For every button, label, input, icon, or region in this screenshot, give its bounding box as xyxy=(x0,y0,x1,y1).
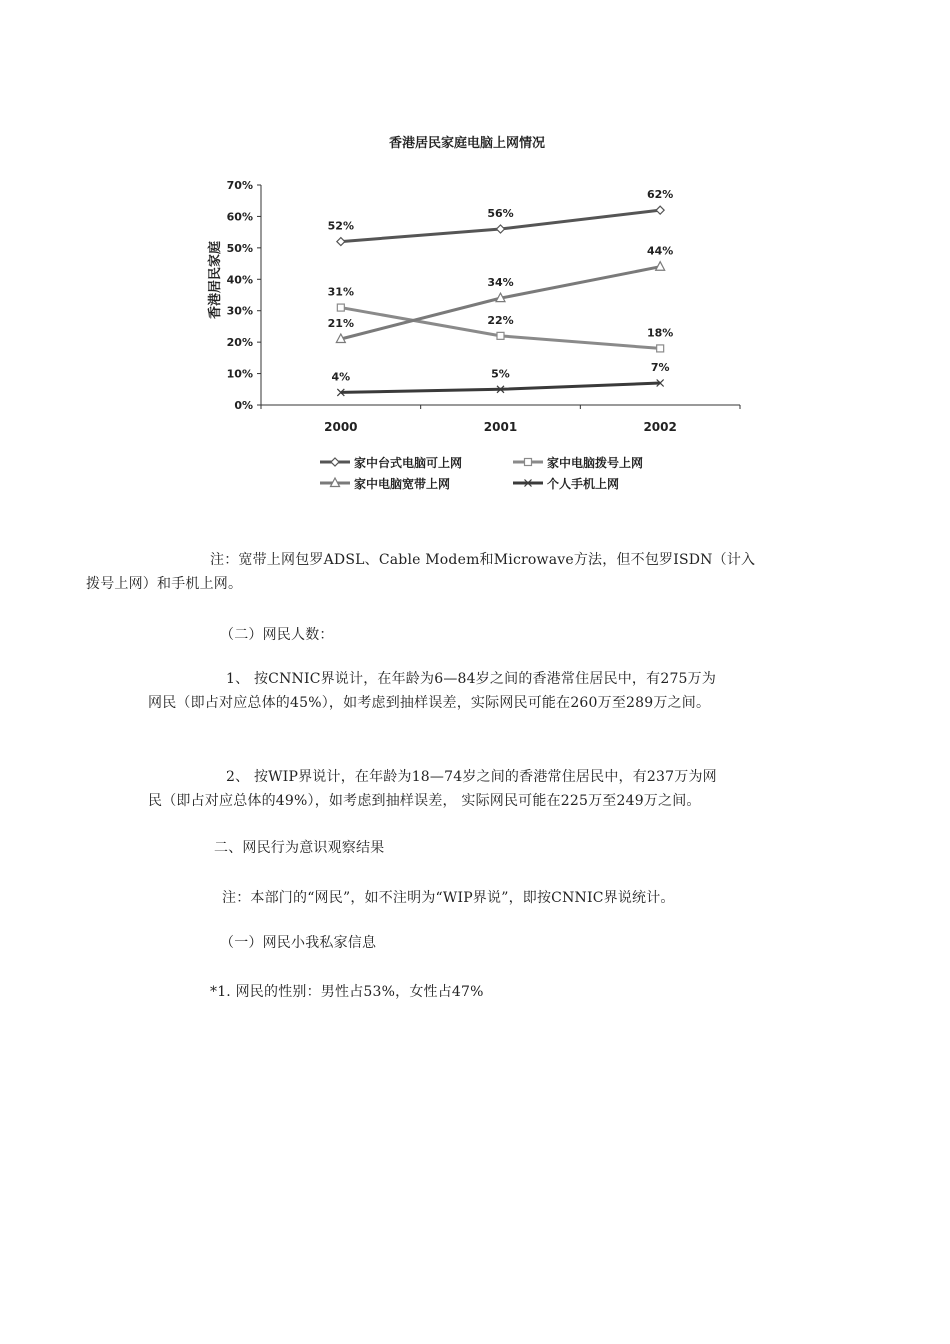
item2-line-1: 2、 按WIP界说计，在年龄为18—74岁之间的香港常住居民中，有237万为网 xyxy=(226,769,717,785)
data-point xyxy=(525,459,532,466)
y-tick-label: 70% xyxy=(226,179,253,192)
data-point xyxy=(331,458,339,466)
plot-area xyxy=(227,179,740,434)
x-tick-label: 2000 xyxy=(324,420,358,434)
data-label: 21% xyxy=(327,317,355,330)
data-label: 62% xyxy=(646,188,674,202)
data-point xyxy=(657,345,664,352)
y-tick-label: 0% xyxy=(234,399,253,412)
item2-line-2: 民（即占对应总体的49%），如考虑到抽样误差， 实际网民可能在225万至249万之间。 xyxy=(148,793,701,809)
note-definition: 注：本部门的“网民”，如不注明为“WIP界说”，即按CNNIC界说统计。 xyxy=(222,890,675,906)
data-point xyxy=(497,332,504,339)
note-line-1: 注：宽带上网包罗ADSL、Cable Modem和Microwave方法，但不包罗ISDN（计入 xyxy=(210,552,756,568)
data-label: 31% xyxy=(327,285,355,299)
y-tick-label: 10% xyxy=(226,367,253,381)
y-tick-label: 20% xyxy=(226,336,253,350)
section-private-info: （一）网民小我私家信息 xyxy=(220,935,377,951)
data-label: 56% xyxy=(487,207,514,220)
data-label: 5% xyxy=(491,367,510,381)
data-label: 34% xyxy=(487,276,514,290)
x-tick-label: 2001 xyxy=(483,420,518,434)
note-line-2: 拨号上网）和手机上网。 xyxy=(86,576,243,592)
line-chart xyxy=(195,125,755,505)
legend-label: 个人手机上网 xyxy=(547,477,620,491)
legend-entry xyxy=(513,455,643,470)
legend-label: 家中电脑宽带上网 xyxy=(354,477,451,491)
data-point xyxy=(337,304,344,311)
data-label: 52% xyxy=(327,219,355,233)
data-point xyxy=(656,206,664,214)
chart-title: 香港居民家庭电脑上网情况 xyxy=(388,136,546,151)
chart-legend xyxy=(320,455,643,491)
data-label: 7% xyxy=(650,361,670,374)
y-tick-label: 60% xyxy=(226,210,253,224)
y-tick-label: 30% xyxy=(226,304,253,318)
legend-entry xyxy=(513,476,619,491)
data-label: 4% xyxy=(331,370,351,384)
legend-label: 家中台式电脑可上网 xyxy=(354,456,463,470)
legend-entry xyxy=(320,455,462,470)
y-axis-label: 香港居民家庭 xyxy=(208,240,223,320)
heading-behavior: 二、网民行为意识观察结果 xyxy=(214,840,385,856)
item1-line-2: 网民（即占对应总体的45%），如考虑到抽样误差，实际网民可能在260万至289万之间。 xyxy=(148,695,711,711)
legend-label: 家中电脑拨号上网 xyxy=(547,456,644,470)
gender-item: *1. 网民的性别：男性占53%，女性占47% xyxy=(210,984,484,1000)
legend-entry xyxy=(320,476,450,491)
data-point xyxy=(337,238,345,246)
x-tick-label: 2002 xyxy=(643,420,677,434)
data-label: 22% xyxy=(487,313,514,327)
data-label: 18% xyxy=(646,326,674,340)
data-label: 44% xyxy=(646,244,674,258)
y-tick-label: 50% xyxy=(226,241,253,255)
y-tick-label: 40% xyxy=(226,273,253,287)
item1-line-1: 1、 按CNNIC界说计，在年龄为6—84岁之间的香港常住居民中，有275万为 xyxy=(226,671,717,687)
section-netizen-count: （二）网民人数： xyxy=(220,627,334,643)
data-point xyxy=(497,225,505,233)
series-line xyxy=(341,383,660,392)
